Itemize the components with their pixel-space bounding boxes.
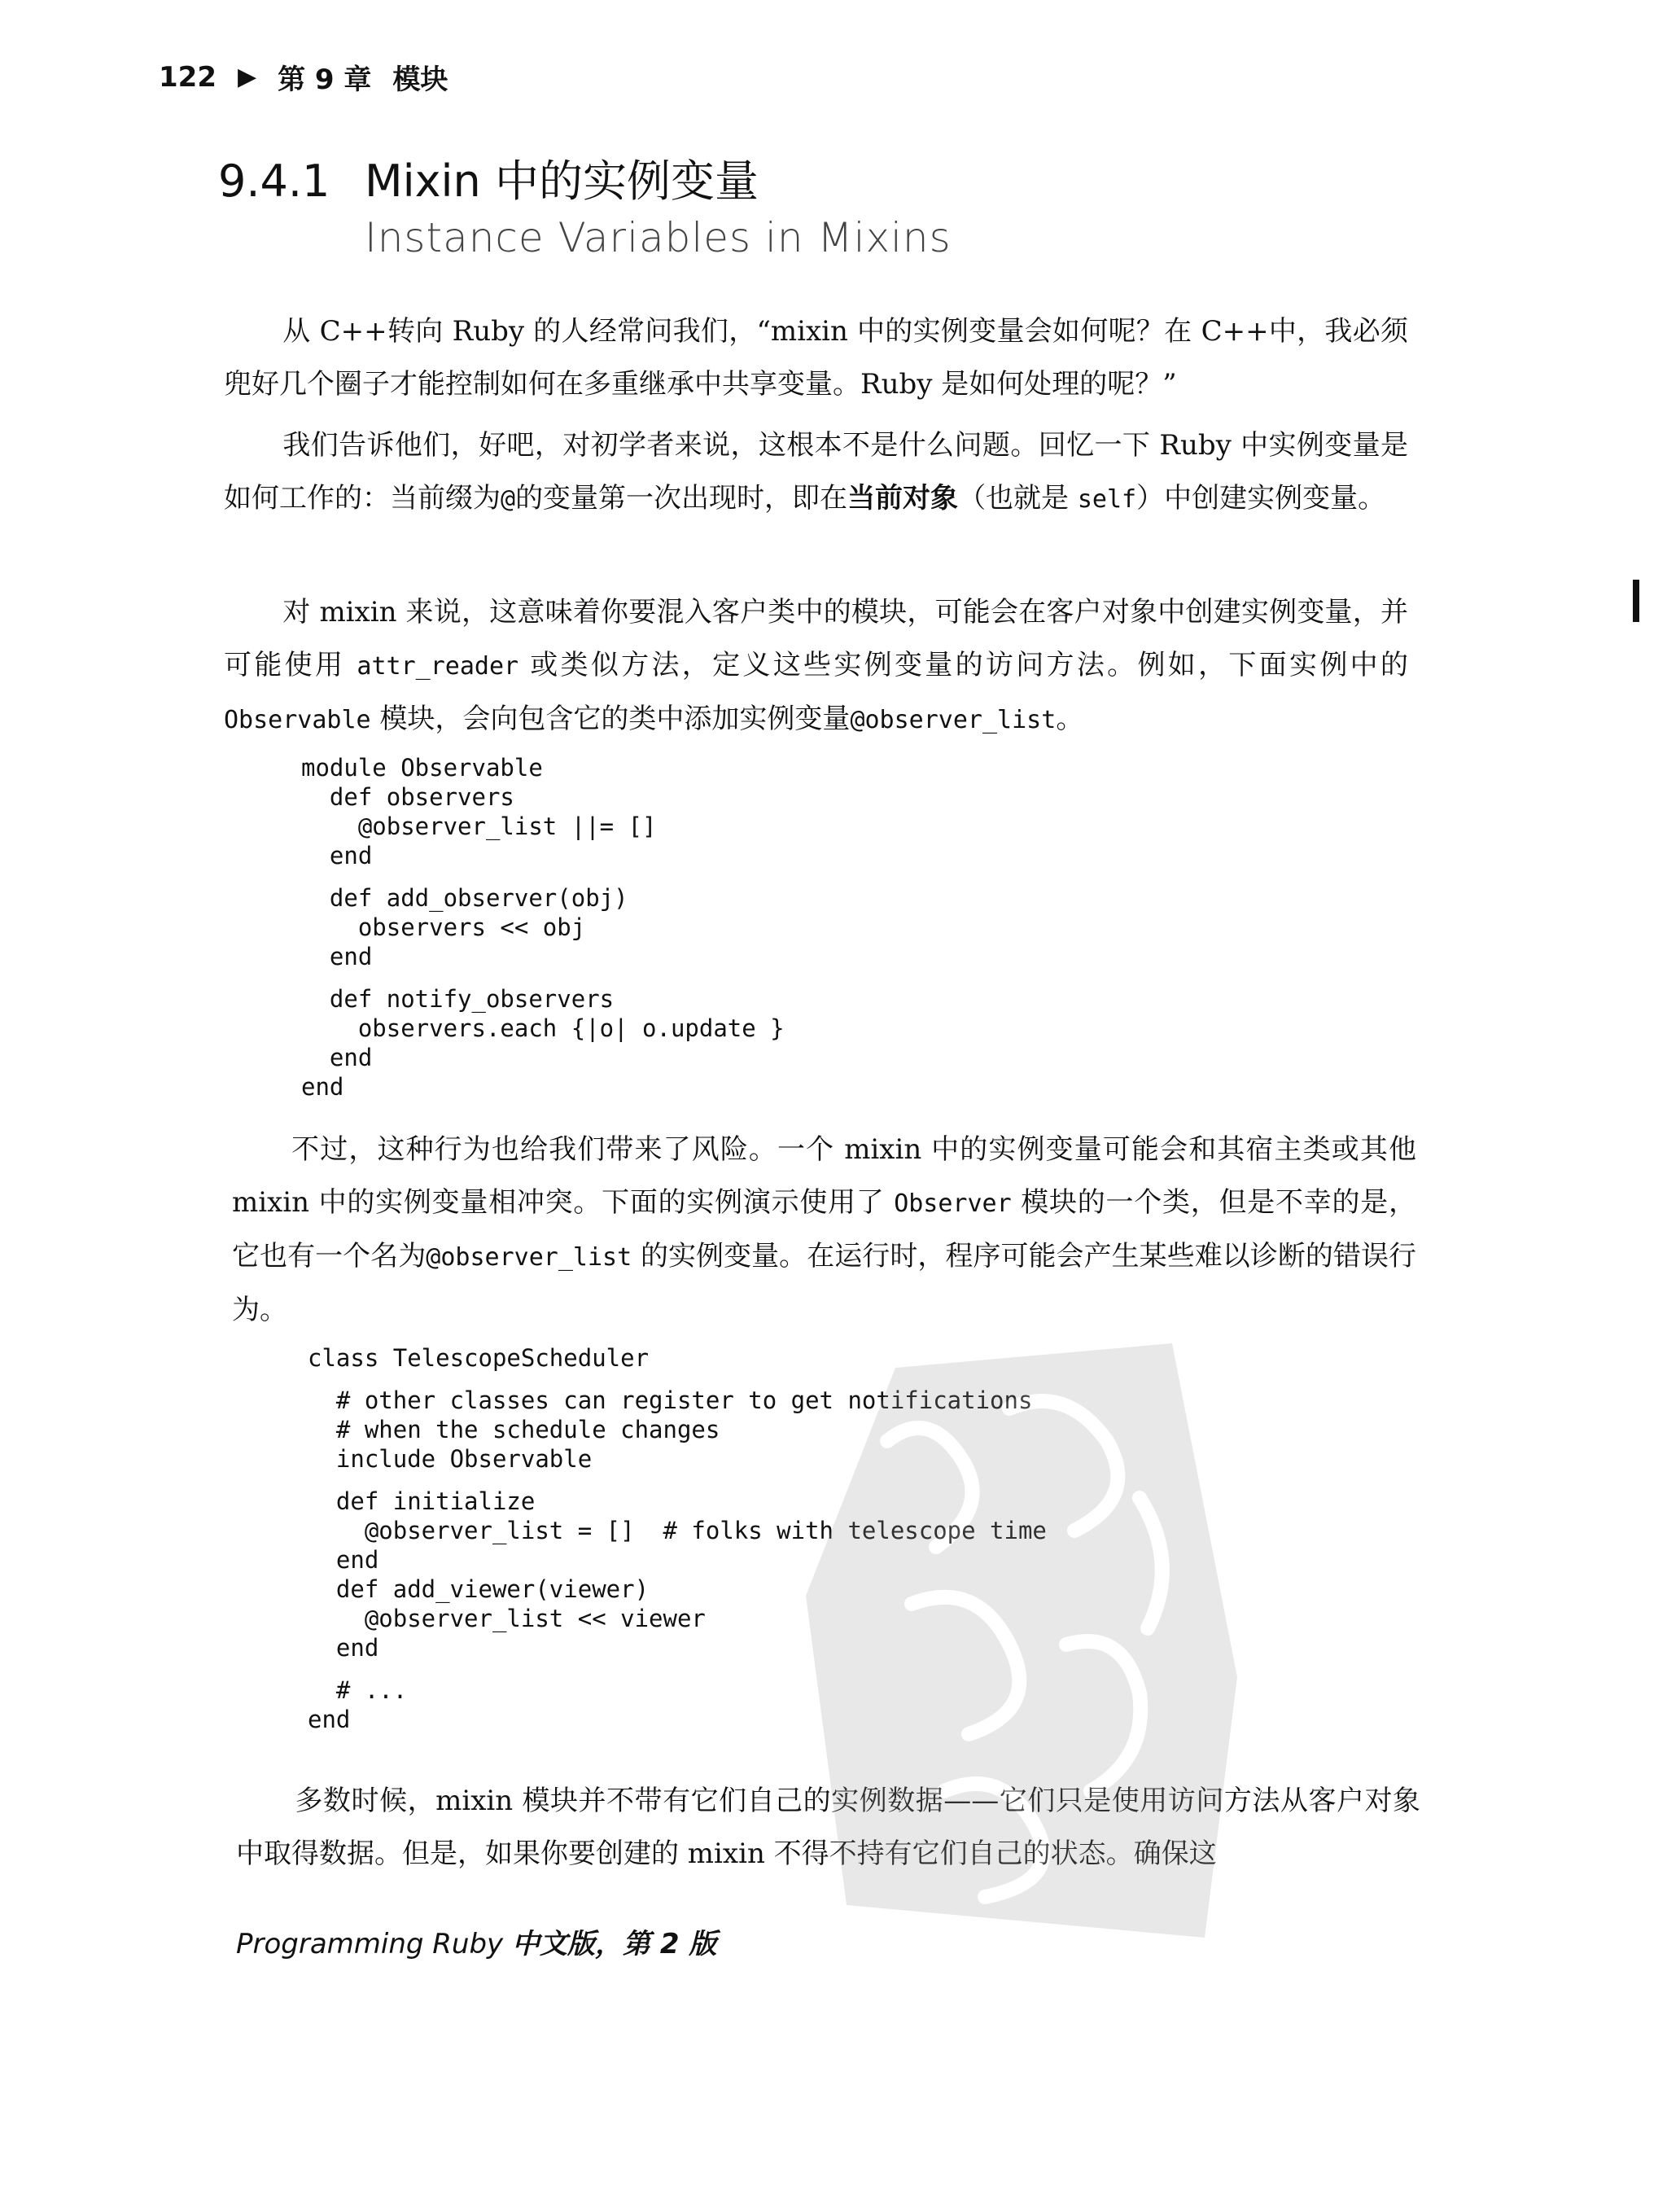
code-line: def observers [301, 783, 514, 811]
code-line: def add_viewer(viewer) [308, 1575, 650, 1603]
paragraph-2-text-b: 的变量第一次出现时，即在 [515, 482, 848, 515]
running-header [159, 57, 448, 97]
code-line: class TelescopeScheduler [308, 1344, 650, 1372]
code-line: def add_observer(obj) [301, 884, 628, 912]
paragraph-1 [224, 305, 1408, 411]
code-line: end [301, 1073, 344, 1101]
section-heading [218, 147, 952, 261]
code-line: @observer_list = [] # folks with telescope time [308, 1517, 1047, 1544]
paragraph-3-text-a: 对 mixin 来说，这意味着你要混入客户类中的模块，可能会在客户对象中创建实例变量，并可能使用 [224, 596, 1408, 681]
code-line: @observer_list << viewer [308, 1605, 706, 1632]
arrow-right-icon: ▶ [237, 63, 257, 91]
code-line: end [301, 1044, 373, 1071]
code-line: end [301, 943, 373, 970]
chapter-label: 第 9 章 [278, 64, 372, 96]
code-line: observers << obj [301, 913, 586, 941]
code-line: def initialize [308, 1487, 536, 1515]
inline-code-self: self [1077, 485, 1137, 514]
chapter-title: 模块 [392, 64, 448, 96]
paragraph-5-text: 多数时候，mixin 模块并不带有它们自己的实例数据——它们只是使用访问方法从客户对象中取得数据。但是，如果你要创建的 mixin 不得不持有它们自己的状态。确保这 [236, 1785, 1420, 1870]
code-block-telescope-scheduler [308, 1343, 1047, 1734]
code-line: @observer_list ||= [] [301, 813, 657, 840]
code-line: # when the schedule changes [308, 1416, 720, 1443]
code-line: include Observable [308, 1445, 593, 1473]
code-line: # other classes can register to get notifications [308, 1386, 1033, 1414]
emphasis-current-object: 当前对象 [847, 482, 959, 515]
paragraph-2-text-a: 我们告诉他们，好吧，对初学者来说，这根本不是什么问题。回忆一下 Ruby 中实例变量是如何工作的：当前缀为 [224, 429, 1408, 515]
inline-code-observer-list: @observer_list [850, 706, 1057, 734]
paragraph-2 [224, 419, 1408, 526]
section-title-line [218, 147, 952, 209]
paragraph-4-text-b: 模块的一个类，但是不幸的是，它也有一个名为 [232, 1186, 1416, 1272]
code-line: observers.each {|o| o.update } [301, 1014, 785, 1042]
paragraph-3-text-c: 模块，会向包含它的类中添加实例变量 [370, 703, 851, 735]
section-title: Mixin 中的实例变量 [365, 155, 759, 207]
section-subtitle: Instance Variables in Mixins [365, 214, 952, 261]
inline-code-observer-list: @observer_list [426, 1243, 632, 1272]
paragraph-4-text-c: 的实例变量。在运行时，程序可能会产生某些难以诊断的错误行为。 [232, 1240, 1416, 1326]
paragraph-2-text-c: （也就是 [958, 482, 1078, 515]
footer-book-title: Programming Ruby [236, 1928, 512, 1960]
section-number: 9.4.1 [218, 155, 330, 207]
paragraph-3 [224, 586, 1408, 747]
paragraph-1-text: 从 C++转向 Ruby 的人经常问我们，“mixin 中的实例变量会如何呢？在 C++中，我必须兜好几个圈子才能控制如何在多重继承中共享变量。Ruby 是如何处理的呢？” [224, 315, 1408, 401]
code-line: end [308, 1634, 379, 1662]
page-footer [236, 1921, 716, 1961]
page-number: 122 [159, 60, 217, 94]
code-line: end [308, 1706, 351, 1733]
code-block-observable [301, 753, 785, 1102]
paragraph-3-text-b: 或类似方法，定义这些实例变量的访问方法。例如，下面实例中的 [518, 649, 1408, 681]
code-line: end [301, 842, 373, 869]
inline-code-at: @ [501, 485, 516, 514]
inline-code-observable: Observable [224, 706, 371, 734]
paragraph-5 [236, 1775, 1420, 1881]
inline-code-attr-reader: attr_reader [357, 652, 519, 681]
margin-mark [1633, 580, 1639, 622]
footer-edition: 中文版，第 2 版 [512, 1928, 717, 1960]
inline-code-observer: Observer [894, 1189, 1012, 1218]
paragraph-4 [232, 1124, 1416, 1337]
code-line: end [308, 1546, 379, 1574]
code-line: def notify_observers [301, 985, 615, 1013]
paragraph-2-text-d: ）中创建实例变量。 [1136, 482, 1386, 515]
code-line: module Observable [301, 754, 543, 782]
code-line: # ... [308, 1676, 408, 1704]
paragraph-3-text-d: 。 [1056, 703, 1084, 735]
paragraph-4-text-a: 不过，这种行为也给我们带来了风险。一个 mixin 中的实例变量可能会和其宿主类或其他 mixin 中的实例变量相冲突。下面的实例演示使用了 [232, 1133, 1416, 1219]
